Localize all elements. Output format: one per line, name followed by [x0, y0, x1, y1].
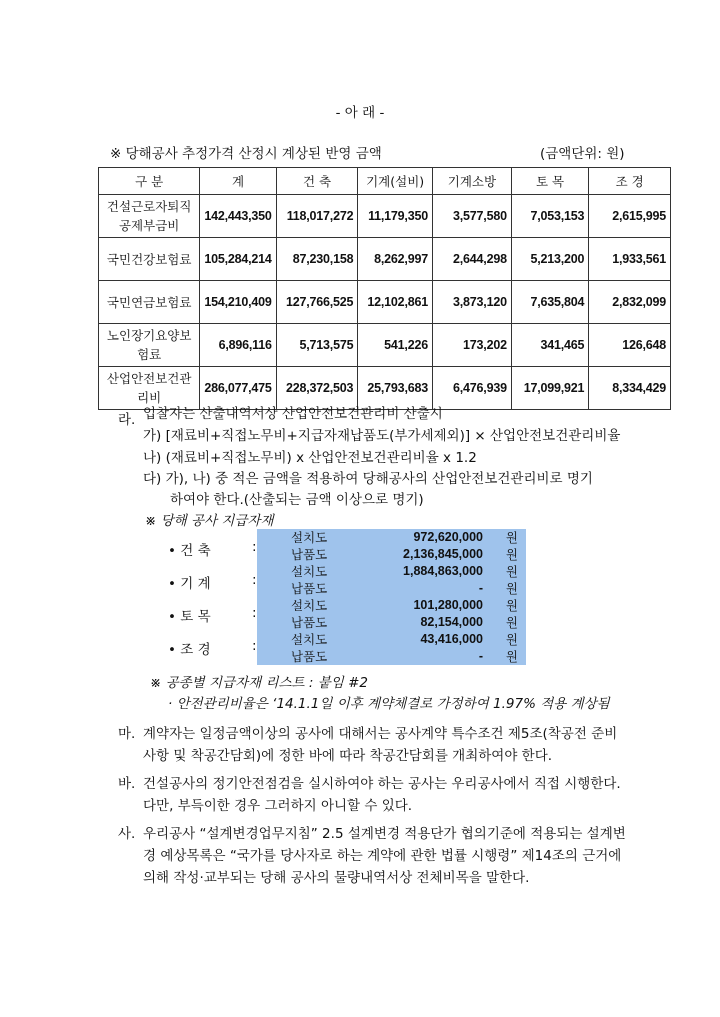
sa-line-1: 우리공사 “설계변경업무지침” 2.5 설계변경 적용단가 협의기준에 적용되는 설계변: [143, 826, 626, 842]
supply-row: [257, 563, 526, 580]
ra-line-3: 나) (재료비+직접노무비) x 산업안전보건관리비율 x 1.2: [143, 450, 477, 466]
category-colon: :: [252, 539, 257, 555]
cell-value: 1,933,561: [589, 238, 671, 281]
section-marker-ra: 라.: [118, 412, 136, 428]
supply-type: 납품도: [291, 649, 328, 664]
ba-line-2: 다만, 부득이한 경우 그러하지 아니할 수 있다.: [143, 798, 413, 814]
supply-row: [257, 648, 526, 665]
amount-note: ※ 당해공사 추정가격 산정시 계상된 반영 금액: [110, 146, 382, 162]
category-colon: :: [252, 638, 257, 654]
cell-value: 5,213,200: [511, 238, 588, 281]
cell-value: 7,053,153: [511, 195, 588, 238]
cell-value: 2,644,298: [432, 238, 511, 281]
category-colon: :: [252, 572, 257, 588]
supply-row: [257, 546, 526, 563]
table-row: [99, 324, 671, 367]
supply-value: 43,416,000: [420, 632, 483, 646]
header-category: 구 분: [99, 168, 200, 195]
supply-row: [257, 614, 526, 631]
cell-value: 541,226: [358, 324, 433, 367]
safety-rate-note: · 안전관리비율은 ‘14.1.1일 이후 계약체결로 가정하여 1.97% 적용 계상됨: [168, 696, 610, 712]
cell-value: 341,465: [511, 324, 588, 367]
supply-row: [257, 597, 526, 614]
header-civil: 토 목: [511, 168, 588, 195]
ra-line-1: 입찰자는 산출내역서상 산업안전보건관리비 산출시: [143, 406, 443, 422]
category-label: • 건 축: [168, 543, 211, 559]
table-row: [99, 195, 671, 238]
cell-value: 87,230,158: [276, 238, 358, 281]
cell-value: 105,284,214: [200, 238, 276, 281]
supply-row: [257, 631, 526, 648]
supply-type: 설치도: [291, 564, 328, 579]
cell-value: 12,102,861: [358, 281, 433, 324]
category-civil: [168, 605, 257, 625]
supply-value: 101,280,000: [413, 598, 483, 612]
cell-value: 3,873,120: [432, 281, 511, 324]
cell-value: 286,077,475: [200, 367, 276, 410]
cell-value: 25,793,683: [358, 367, 433, 410]
supply-type: 설치도: [291, 598, 328, 613]
row-label: 산업안전보건관리비: [99, 367, 200, 410]
ma-line-2: 사항 및 착공간담회)에 정한 바에 따라 착공간담회를 개최하여야 한다.: [143, 748, 553, 764]
section-heading: - 아 래 -: [335, 105, 385, 121]
section-marker-sa: 사.: [118, 826, 136, 842]
cell-value: 6,476,939: [432, 367, 511, 410]
category-label: • 기 계: [168, 576, 211, 592]
cell-value: 228,372,503: [276, 367, 358, 410]
section-marker-ma: 마.: [118, 726, 136, 742]
supply-type: 설치도: [291, 530, 328, 545]
supply-type: 납품도: [291, 581, 328, 596]
supply-unit: 원: [505, 615, 518, 630]
ra-line-2: 가) [재료비+직접노무비+지급자재납품도(부가세제외)] × 산업안전보건관리비율: [143, 428, 621, 444]
cell-value: 2,615,995: [589, 195, 671, 238]
section-marker-ba: 바.: [118, 776, 136, 792]
supply-type: 납품도: [291, 615, 328, 630]
cell-value: 7,635,804: [511, 281, 588, 324]
supply-value: -: [478, 649, 483, 663]
ra-line-5: 하여야 한다.(산출되는 금액 이상으로 명기): [170, 492, 424, 508]
cell-value: 8,334,429: [589, 367, 671, 410]
header-total: 계: [200, 168, 276, 195]
ba-line-1: 건설공사의 정기안전점검을 실시하여야 하는 공사는 우리공사에서 직접 시행한다.: [143, 776, 621, 792]
supply-type: 납품도: [291, 547, 328, 562]
supply-value: 1,884,863,000: [403, 564, 483, 578]
cell-value: 142,443,350: [200, 195, 276, 238]
category-label: • 토 목: [168, 609, 211, 625]
cell-value: 127,766,525: [276, 281, 358, 324]
supply-unit: 원: [505, 632, 518, 647]
header-architecture: 건 축: [276, 168, 358, 195]
supply-value: 2,136,845,000: [403, 547, 483, 561]
supply-unit: 원: [505, 530, 518, 545]
row-label: 국민연금보험료: [99, 281, 200, 324]
table-row: [99, 238, 671, 281]
supply-value: 82,154,000: [420, 615, 483, 629]
cell-value: 17,099,921: [511, 367, 588, 410]
cell-value: 3,577,580: [432, 195, 511, 238]
cell-value: 6,896,116: [200, 324, 276, 367]
amount-unit: (금액단위: 원): [540, 146, 625, 162]
supply-unit: 원: [505, 598, 518, 613]
category-architecture: [168, 539, 257, 559]
header-fire: 기계소방: [432, 168, 511, 195]
supply-unit: 원: [505, 564, 518, 579]
supply-value: 972,620,000: [413, 530, 483, 544]
supply-unit: 원: [505, 649, 518, 664]
cell-value: 126,648: [589, 324, 671, 367]
row-label: 건설근로자퇴직공제부금비: [99, 195, 200, 238]
table-row: [99, 281, 671, 324]
ma-line-1: 계약자는 일정금액이상의 공사에 대해서는 공사계약 특수조건 제5조(착공전 준비: [143, 726, 618, 742]
header-landscape: 조 경: [589, 168, 671, 195]
cell-value: 154,210,409: [200, 281, 276, 324]
amount-table: [98, 167, 671, 410]
supply-row: [257, 580, 526, 597]
cell-value: 5,713,575: [276, 324, 358, 367]
supply-row: [257, 529, 526, 546]
row-label: 국민건강보험료: [99, 238, 200, 281]
category-landscape: [168, 638, 257, 658]
supply-list-note: ※ 공종별 지급자재 리스트 : 붙임 #2: [150, 675, 368, 691]
supply-type: 설치도: [291, 632, 328, 647]
category-colon: :: [252, 605, 257, 621]
header-mechanical: 기계(설비): [358, 168, 433, 195]
row-label: 노인장기요양보험료: [99, 324, 200, 367]
supply-unit: 원: [505, 547, 518, 562]
supply-unit: 원: [505, 581, 518, 596]
cell-value: 11,179,350: [358, 195, 433, 238]
cell-value: 118,017,272: [276, 195, 358, 238]
cell-value: 173,202: [432, 324, 511, 367]
supply-amount-box: [257, 529, 526, 665]
cell-value: 2,832,099: [589, 281, 671, 324]
ra-line-4: 다) 가), 나) 중 적은 금액을 적용하여 당해공사의 산업안전보건관리비로 명기: [143, 471, 593, 487]
cell-value: 8,262,997: [358, 238, 433, 281]
supply-title: ※ 당해 공사 지급자재: [145, 513, 274, 529]
category-label: • 조 경: [168, 642, 211, 658]
category-mechanical: [168, 572, 257, 592]
supply-value: -: [478, 581, 483, 595]
sa-line-3: 의해 작성·교부되는 당해 공사의 물량내역서상 전체비목을 말한다.: [143, 870, 530, 886]
sa-line-2: 경 예상목록은 “국가를 당사자로 하는 계약에 관한 법률 시행령” 제14조의 근거에: [143, 848, 622, 864]
table-header-row: [99, 168, 671, 195]
